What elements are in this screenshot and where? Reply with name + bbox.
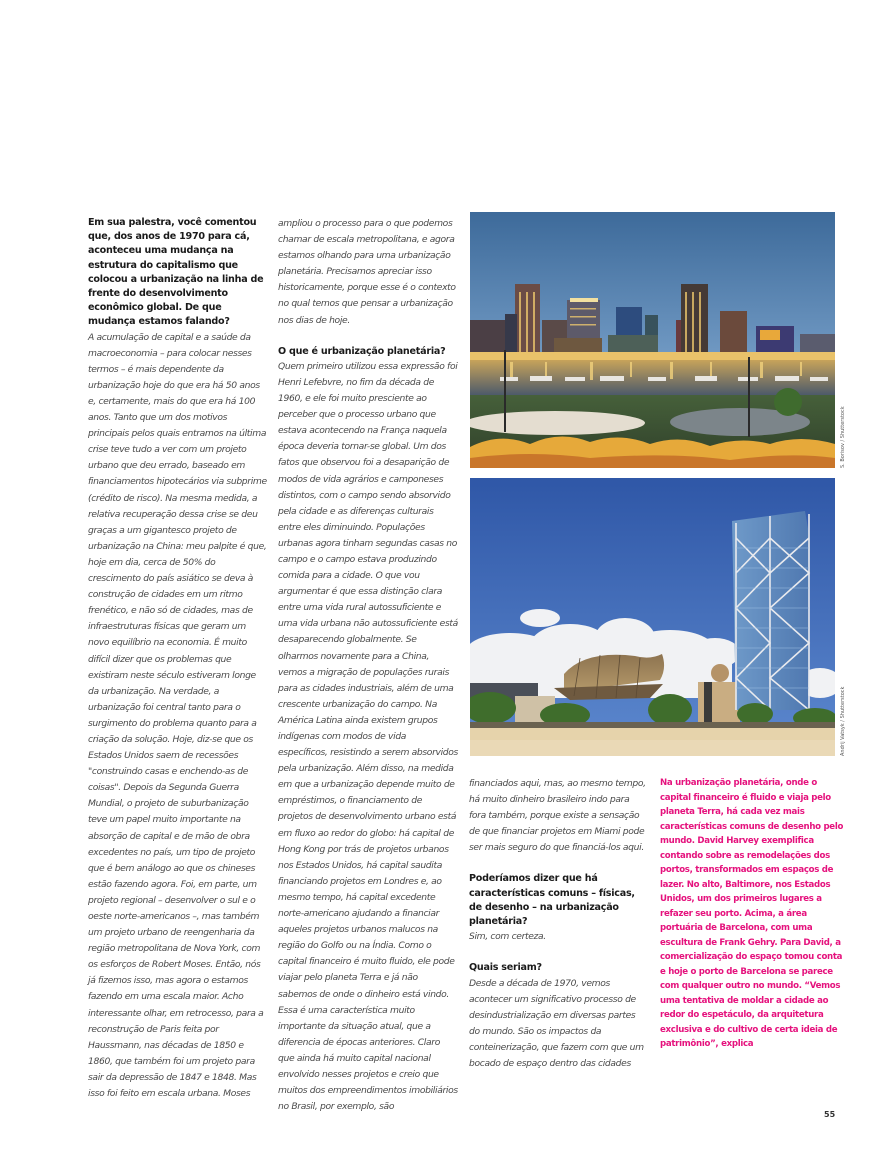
column-1: [88, 216, 268, 1102]
answer-2-continued: financiados aqui, mas, ao mesmo tempo, há muito dinheiro brasileiro indo para fora também, porque existe a sensação de que financiar projetos em Miami pode ser mais seguro do que financiá-los aqui.: [469, 778, 646, 854]
answer-1-continued: ampliou o processo para o que podemos chamar de escala metropolitana, e agora estamos olhando para uma urbanização planetária. Precisamos apreciar isso historicamente, porque esse é o contexto no qual temos que pensar a urbanização nos dias de hoje.: [278, 218, 456, 326]
photo-credit-barcelona: Andrij Vatsyk / Shutterstock: [840, 686, 846, 756]
photo-baltimore-harbor: [470, 212, 835, 468]
photo-credit-baltimore: S. Borisov / Shutterstock: [840, 406, 846, 468]
question-4: Quais seriam?: [469, 962, 542, 974]
question-3: Poderíamos dizer que há características comuns – físicas, de desenho – na urbanização planetária?: [469, 873, 635, 928]
caption-text: Na urbanização planetária, onde o capital financeiro é fluido e viaja pelo planeta Terra, há cada vez mais características comuns de desenho pelo mundo. David Harvey exemplifica contando sobre as remodelações dos portos, transformados em espaços de lazer. No alto, Baltimore, nos Estados Unidos, um dos primeiros lugares a refazer seu porto. Acima, a área portuária de Barcelona, com uma escultura de Frank Gehry. Para David, a comercialização do espaço tomou conta e hoje o porto de Barcelona se parece com qualquer outro no mundo. “Vemos uma tentativa de moldar a cidade ao redor do espetáculo, da arquitetura exclusiva e do cultivo de certa ideia de patrimônio”, explica: [660, 778, 844, 1049]
photo-caption: [660, 776, 846, 1052]
answer-4: Desde a década de 1970, vemos acontecer um significativo processo de desindustrialização em diversas partes do mundo. São os impactos da conteinerização, que fazem com que um bocado de espaço dentro das cidades: [469, 977, 644, 1070]
page-number: 55: [824, 1110, 836, 1119]
column-2: [278, 216, 458, 1115]
answer-2: Quem primeiro utilizou essa expressão foi Henri Lefebvre, no fim da década de 1960, e ele foi muito presciente ao perceber que o processo urbano que estava acontecendo na França naquela época deveria tornar-se global. Um dos fatos que observou foi a desaparição de modos de vida agrários e camponeses distintos, com o campo sendo absorvido pela cidade e as diferenças culturais entre eles diminuindo. Populações urbanas agora tinham segundas casas no campo e o campo estava produzindo comida para a cidade. O que vou argumentar é que essa distinção clara entre uma vida rural autossuficiente e uma vida urbana não autossuficiente está desaparecendo globalmente. Se olharmos novamente para a China, vemos a migração de populações rurais para as cidades industriais, além de uma crescente urbanização do campo. Na América Latina ainda existem grupos indígenas com modos de vida específicos, resistindo a serem absorvidos pela urbanização. Além disso, na medida em que a urbanização depende muito de empréstimos, o financiamento de projetos de desenvolvimento urbano está em fluxo ao redor do globo: há capital de Hong Kong por trás de projetos urbanos nos Estados Unidos, há capital saudita financiando projetos em Londres e, ao mesmo tempo, há capital excedente norte-americano ajudando a financiar aqueles projetos urbanos malucos na região do Golfo ou na Índia. Como o capital financeiro é muito fluido, ele pode viajar pelo planeta Terra e já não sabemos de onde o dinheiro está vindo. Essa é uma característica muito importante da situação atual, que a diferencia de épocas anteriores. Claro que ainda há muito capital nacional envolvido nesses projetos e creio que muitos dos empreendimentos imobiliários no Brasil, por exemplo, são: [278, 360, 458, 1113]
column-3: [469, 776, 647, 1072]
question-1: Em sua palestra, você comentou que, dos anos de 1970 para cá, aconteceu uma mudança na estrutura do capitalismo que colocou a urbanização na linha de frente do desenvolvimento econômico global. De que mudança estamos falando?: [88, 217, 264, 328]
question-2: O que é urbanização planetária?: [278, 345, 446, 357]
answer-1: A acumulação de capital e a saúde da macroeconomia – para colocar nesses termos – é mais dependente da urbanização hoje do que era há 50 anos e, certamente, mais do que era há 100 anos. Tanto que um dos motivos principais pelos quais entramos na última crise teve tudo a ver com um projeto urbano que deu errado, baseado em financiamentos hipotecários via subprime (crédito de risco). Na mesma medida, a relativa recuperação dessa crise se deu graças a um gigantesco projeto de urbanização na China: meu palpite é que, hoje em dia, cerca de 50% do crescimento do país asiático se deva à construção de cidades em um ritmo frenético, e não só de cidades, mas de infraestruturas físicas que geram um novo equilíbrio na economia. É muito difícil dizer que os problemas que existiram neste século estiveram longe da urbanização. Na verdade, a urbanização foi central tanto para o surgimento do problema quanto para a criação da solução. Hoje, diz-se que os Estados Unidos saem de recessões "construindo casas e enchendo-as de coisas". Depois da Segunda Guerra Mundial, o projeto de suburbanização teve um papel muito importante na absorção de capital e de mão de obra excedentes no país, um tipo de projeto que é bem análogo ao que os chineses estão fazendo agora. Foi, em parte, um projeto regional – desenvolver o sul e o oeste norte-americanos –, mas também um projeto urbano de reengenharia da região metropolitana de Nova York, com os esforços de Robert Moses. Então, nós já fizemos isso, mas agora o estamos fazendo em uma escala maior. Acho interessante olhar, em retrocesso, para a reconstrução de Paris feita por Haussmann, nas décadas de 1850 e 1860, que também foi um projeto para sair da depressão de 1847 e 1848. Mas isso foi feito em escala urbana. Moses: [88, 331, 267, 1100]
photo-barcelona-port: [470, 478, 835, 756]
answer-3: Sim, com certeza.: [469, 931, 546, 943]
